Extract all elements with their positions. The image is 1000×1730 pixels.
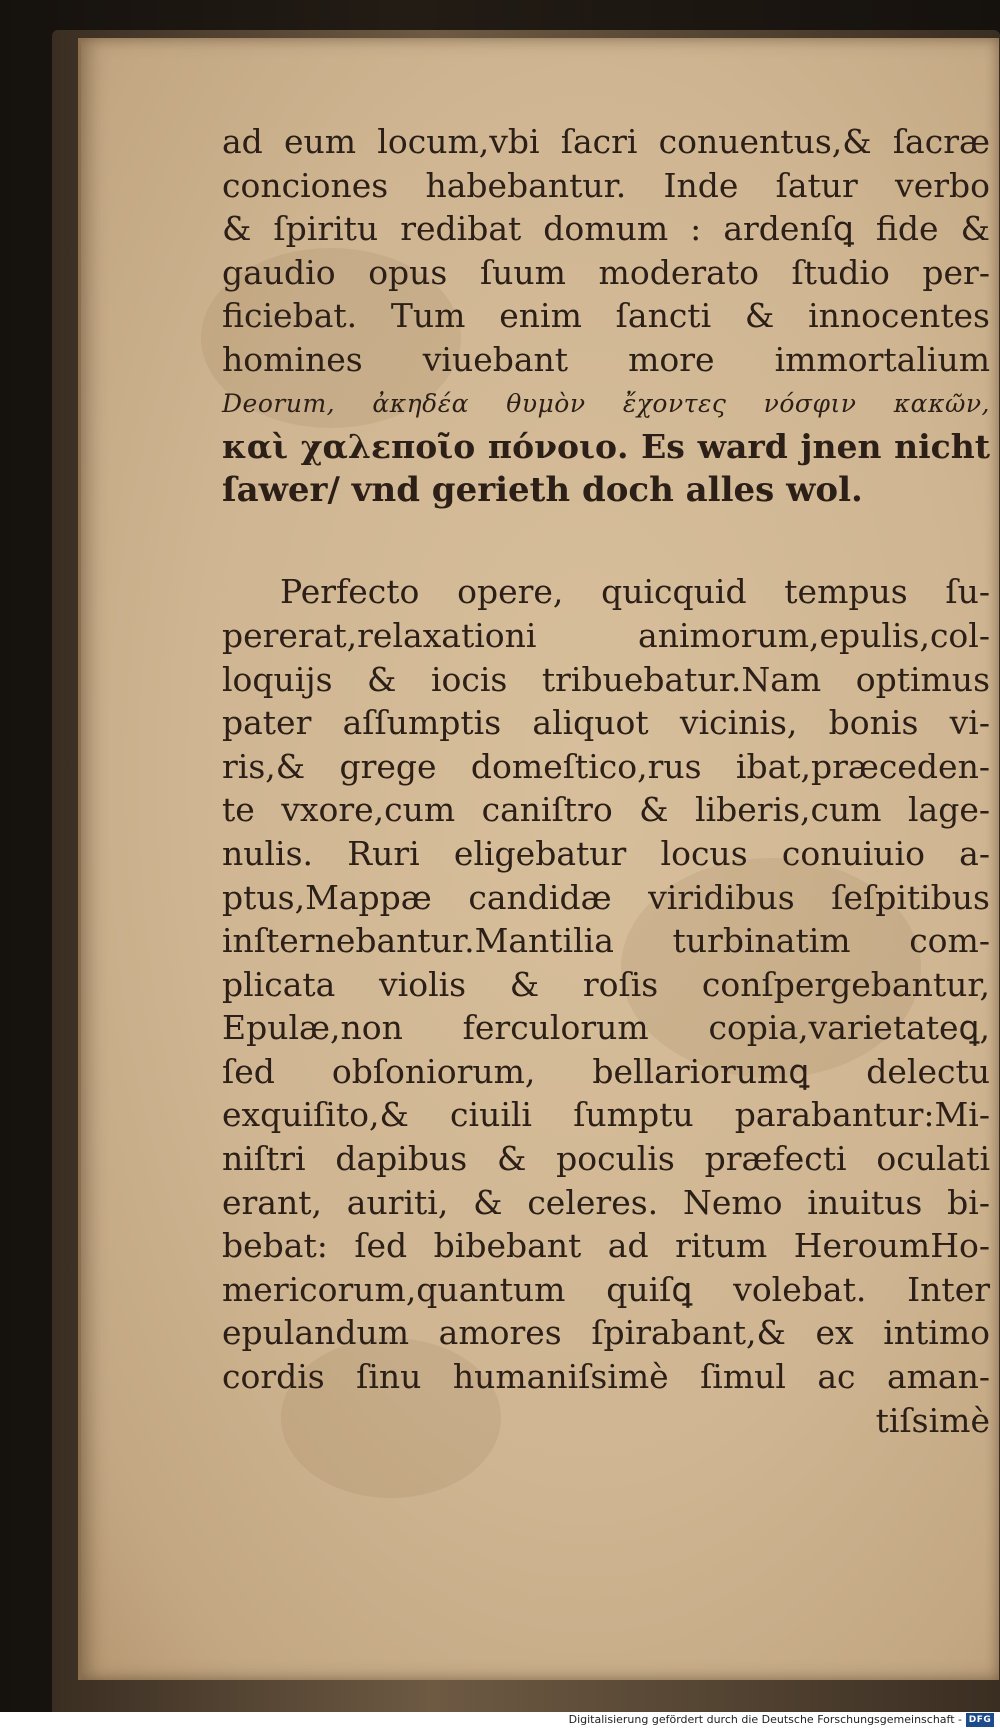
german-fraktur-line: καὶ χαλεποῖο πόνοιο. Es ward jnen nicht xyxy=(222,427,990,467)
text-line: nulis. Ruri eligebatur locus conuiuio a- xyxy=(222,833,990,873)
text-line: epulandum amores ſpirabant,& ex intimo xyxy=(222,1313,990,1353)
text-line: Epulæ,non ferculorum copia,varietateꝗ, xyxy=(222,1008,990,1048)
paragraph-1 xyxy=(222,120,990,512)
text-line: ptus,Mappæ candidæ viridibus ſeſpitibus xyxy=(222,877,990,917)
text-line: exquiſito,& ciuili ſumptu parabantur:Mi- xyxy=(222,1095,990,1135)
text-line: Perfecto opere, quicquid tempus ſu- xyxy=(280,572,990,612)
text-line: conciones habebantur. Inde ſatur verbo xyxy=(222,165,990,205)
catchword: tiſsimè xyxy=(875,1400,990,1440)
text-line: bebat: ſed bibebant ad ritum HeroumHo- xyxy=(222,1226,990,1266)
text-line: te vxore,cum caniſtro & liberis,cum lage- xyxy=(222,790,990,830)
text-line: ficiebat. Tum enim ſancti & innocentes xyxy=(222,296,990,336)
text-line: homines viuebant more immortalium xyxy=(222,339,990,379)
text-line: mericorum,quantum quiſꝗ volebat. Inter xyxy=(222,1269,990,1309)
text-line: loquijs & iocis tribuebatur.Nam optimus xyxy=(222,659,990,699)
text-line: ris,& grege domeſtico,rus ibat,præceden- xyxy=(222,746,990,786)
text-line: pererat,relaxationi animorum,epulis,col- xyxy=(222,615,990,655)
text-line: niſtri dapibus & poculis præfecti oculati xyxy=(222,1139,990,1179)
greek-text-line: Deorum, ἀκηδέα θυμὸν ἔχοντες νόσφιν κακῶν, xyxy=(222,388,990,418)
german-fraktur-line: ſawer/ vnd gerieth doch alles wol. xyxy=(222,469,863,510)
paragraph-2 xyxy=(222,570,990,1398)
text-line: plicata violis & roſis conſpergebantur, xyxy=(222,964,990,1004)
text-line: ad eum locum,vbi ſacri conuentus,& ſacræ xyxy=(222,122,990,161)
text-line: ſed obſoniorum, bellariorumꝗ delectu xyxy=(222,1051,990,1091)
text-line: inſternebantur.Mantilia turbinatim com- xyxy=(222,921,990,961)
dfg-logo: DFG xyxy=(966,1713,994,1727)
page-text xyxy=(222,120,990,1442)
text-line: cordis ſinu humaniſsimè ſimul ac aman- xyxy=(222,1357,990,1397)
text-line: pater aſſumptis aliquot vicinis, bonis vi- xyxy=(222,703,990,743)
text-line: gaudio opus ſuum moderato ſtudio per- xyxy=(222,252,990,292)
text-line: erant, auriti, & celeres. Nemo inuitus bi- xyxy=(222,1182,990,1222)
paragraph-spacer xyxy=(222,512,990,570)
digitization-credit: Digitalisierung gefördert durch die Deutsche Forschungsgemeinschaft - xyxy=(568,1713,962,1726)
text-line: & ſpiritu redibat domum : ardenſꝗ fide & xyxy=(222,209,990,249)
